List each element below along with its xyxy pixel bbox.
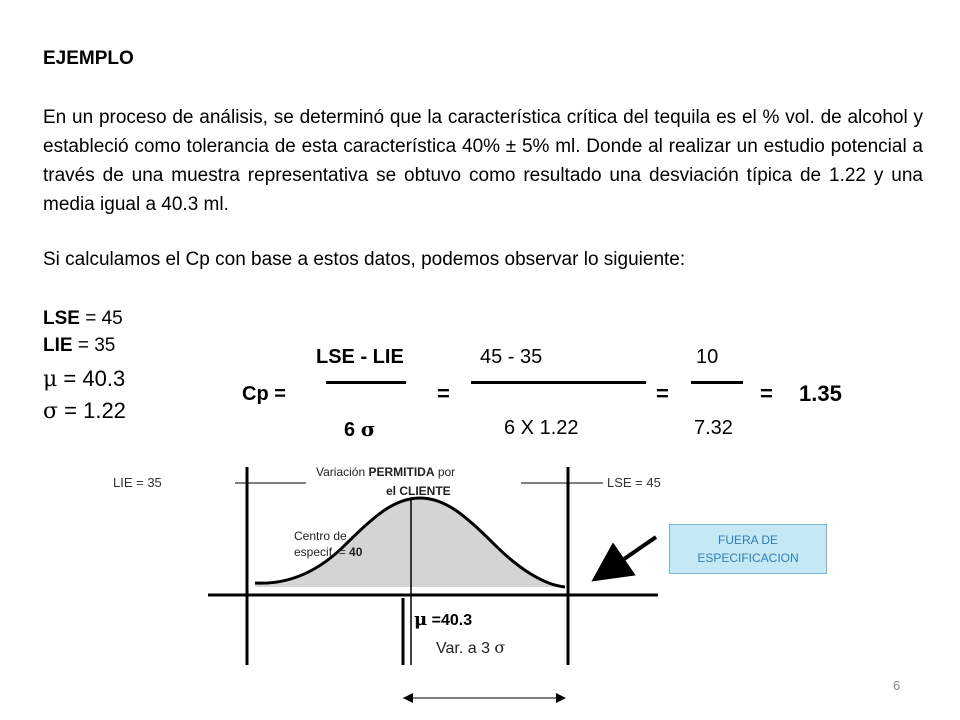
centro-line-2-pre: especif. = bbox=[294, 545, 350, 559]
cp-label: Cp = bbox=[242, 383, 286, 405]
heading: EJEMPLO bbox=[43, 48, 134, 69]
lie-diagram-label: LIE = 35 bbox=[113, 475, 162, 490]
fuera-line-2: ESPECIFICACION bbox=[697, 551, 799, 565]
sigma-symbol: σ bbox=[43, 399, 59, 424]
var-sigma: σ bbox=[494, 638, 506, 657]
problem-paragraph: En un proceso de análisis, se determinó que la característica crítica del tequila es el % vol. de alcohol y estableció como tolerancia de esta característica 40% ± 5% ml. Donde al realizar un estudio potencial a través de una muestra representativa se obtuvo como resultado una desviación típica de 1.22 y una media igual a 40.3 ml. bbox=[43, 107, 923, 215]
centro-label bbox=[294, 528, 362, 560]
cliente-label: el CLIENTE bbox=[386, 484, 451, 498]
var-label bbox=[436, 638, 505, 658]
formula-numerator-2: 45 - 35 bbox=[480, 346, 543, 368]
formula-denominator-2: 6 X 1.22 bbox=[504, 417, 579, 439]
equals-1: = bbox=[437, 381, 450, 406]
formula-numerator-1: LSE - LIE bbox=[316, 346, 404, 368]
centro-line-1: Centro de bbox=[294, 529, 347, 543]
permitida-label bbox=[316, 465, 455, 479]
mu-symbol: μ bbox=[43, 367, 58, 392]
centro-line-2 bbox=[294, 544, 362, 560]
centro-line-2-bold: 40 bbox=[349, 545, 363, 559]
lie-value: = 35 bbox=[72, 335, 116, 356]
var-text: Var. a 3 bbox=[436, 640, 495, 657]
mean-mu-symbol: μ bbox=[414, 609, 428, 630]
permitida-pre: Variación bbox=[316, 465, 369, 479]
den1-text: 6 bbox=[344, 419, 356, 441]
fuera-de-especificacion-box bbox=[669, 524, 827, 574]
fuera-line-1: FUERA DE bbox=[717, 533, 778, 547]
sigma-value: = 1.22 bbox=[58, 398, 126, 423]
lie-label: LIE bbox=[43, 335, 73, 356]
den1-sigma: σ bbox=[360, 417, 376, 441]
calc-intro-text: Si calculamos el Cp con base a estos datos, podemos observar lo siguiente: bbox=[43, 249, 686, 270]
lse-diagram-label: LSE = 45 bbox=[607, 475, 661, 490]
cp-result: 1.35 bbox=[799, 381, 842, 406]
lse-value: = 45 bbox=[85, 308, 123, 329]
lse-label: LSE bbox=[43, 308, 80, 329]
fuera-arrow bbox=[598, 537, 656, 577]
permitida-post: por bbox=[434, 465, 456, 479]
formula-denominator-3: 7.32 bbox=[694, 417, 733, 439]
permitida-bold: PERMITIDA bbox=[368, 465, 435, 479]
equals-3: = bbox=[760, 381, 773, 406]
mu-value: = 40.3 bbox=[57, 366, 126, 391]
equals-2: = bbox=[656, 381, 669, 406]
page-number: 6 bbox=[893, 678, 901, 693]
mean-value: =40.3 bbox=[427, 612, 473, 629]
formula-numerator-3: 10 bbox=[696, 346, 719, 368]
mean-label bbox=[414, 609, 472, 630]
